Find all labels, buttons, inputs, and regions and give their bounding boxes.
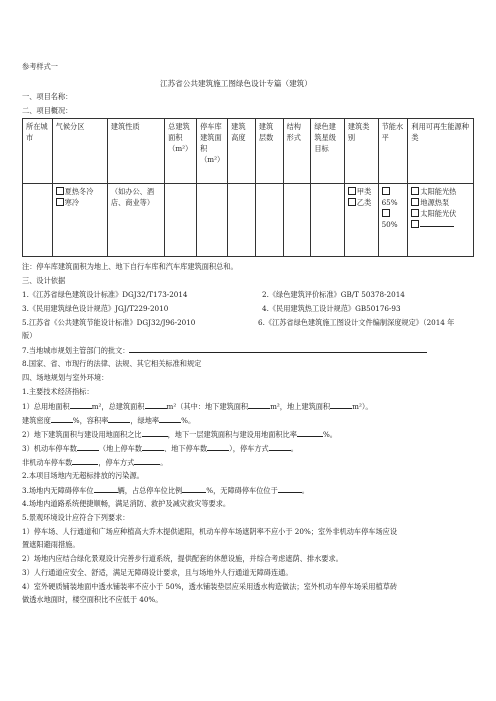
basis-item-6-cont: 版）	[22, 331, 37, 340]
page-title: 江苏省公共建筑施工图绿色设计专篇（建筑）	[160, 79, 312, 88]
indicator-line-4: 3）机动车停车数 （地上停车数 、地下停车数 ），停车方式 。	[22, 444, 298, 453]
header-category: 建筑类别	[344, 119, 378, 184]
checkbox-option[interactable]: 65%	[382, 186, 405, 208]
fill-in-line[interactable]	[94, 485, 118, 493]
checkbox-icon[interactable]	[348, 198, 356, 206]
item-4: 4.场地内道路系统便捷顺畅，满足消防、救护及减灾救灾等要求。	[22, 499, 231, 508]
fill-in-line[interactable]	[77, 443, 99, 451]
basis-item-4: 4.《民用建筑热工设计规范》GB50176-93	[262, 304, 401, 313]
section-project-overview: 二、项目概况：	[22, 106, 73, 115]
indicator-line-5: 非机动车停车数 ，停车方式 。	[22, 458, 168, 467]
fill-in-line[interactable]	[159, 415, 181, 423]
fill-in-line[interactable]	[269, 443, 291, 451]
item-5-4-cont: 做透水地面时，楼空面积比不应低于 40%。	[22, 595, 163, 604]
fill-in-line[interactable]	[70, 401, 92, 409]
item-5-4: 4）室外硬质铺装地面中透水铺装率不应小于 50%，透水铺装垫层应采用透水构造做法；室外机动车停车场采用植草砖	[22, 582, 398, 591]
checkbox-icon[interactable]	[411, 198, 419, 206]
header-structure: 结构形式	[283, 119, 311, 184]
basis-item-3: 3.《民用建筑绿色设计规范》JGJ/T229-2010	[22, 304, 169, 313]
basis-item-8: 8.国家、省、市现行的法律、法规、其它相关标准和规定	[22, 359, 202, 368]
cell-nature: （如办公、酒店、商业等）	[107, 184, 164, 257]
indicator-line-2: 建筑密度 %，容积率 ，绿地率 %。	[22, 416, 196, 425]
checkbox-icon[interactable]	[56, 187, 64, 195]
cell-floors[interactable]	[255, 184, 283, 257]
header-green-star: 绿色建筑星级目标	[311, 119, 345, 184]
indicator-line-1: 1）总用地面积 m²，总建筑面积 m²（其中：地下建筑面积 m²，地上建筑面积 m²）。	[22, 402, 373, 411]
item-5: 5.景观环境设计应符合下列要求：	[22, 513, 130, 522]
table-header-row	[23, 119, 474, 184]
checkbox-icon[interactable]	[411, 209, 419, 217]
checkbox-option[interactable]: 寒冷	[56, 197, 104, 208]
fill-in-line[interactable]	[248, 401, 270, 409]
item-5-1: 1）停车场、人行通道和广场应种植高大乔木提供遮阳，机动车停车场遮阴率不应小于 20%；室外非机动车停车场应设	[22, 527, 398, 536]
cell-parking-area[interactable]	[197, 184, 228, 257]
fill-in-line[interactable]	[182, 485, 206, 493]
cell-energy	[378, 184, 408, 257]
header-height: 建筑高度	[228, 119, 256, 184]
checkbox-option[interactable]: 地源热泵	[411, 197, 470, 208]
checkbox-icon[interactable]	[382, 187, 390, 195]
table-row	[23, 184, 474, 257]
fill-in-line[interactable]	[134, 457, 160, 465]
fill-in-line[interactable]	[207, 443, 229, 451]
checkbox-option[interactable]: 乙类	[348, 197, 375, 208]
header-city: 所在城市	[23, 119, 53, 184]
fill-in-line[interactable]	[51, 415, 73, 423]
cell-structure[interactable]	[283, 184, 311, 257]
header-floors: 建筑层数	[255, 119, 283, 184]
fill-in-line[interactable]	[108, 415, 130, 423]
fill-in-line[interactable]	[420, 219, 454, 227]
checkbox-option[interactable]: 夏热冬冷	[56, 186, 104, 197]
cell-green-star[interactable]	[311, 184, 345, 257]
checkbox-option[interactable]: 50%	[382, 208, 405, 230]
basis-item-2: 2.《绿色建筑评价标准》GB/T 50378-2014	[262, 290, 405, 299]
checkbox-icon[interactable]	[348, 187, 356, 195]
fill-in-line[interactable]	[72, 457, 98, 465]
checkbox-option[interactable]: 太阳能光伏	[411, 208, 470, 219]
cell-climate	[52, 184, 107, 257]
header-parking-area: 停车库建筑面积（m²）	[197, 119, 228, 184]
table-note: 注：停车库建筑面积为地上、地下自行车库和汽车库建筑面积总和。	[22, 262, 238, 271]
fill-in-line[interactable]	[142, 429, 168, 437]
indicator-line-3: 2）地下建筑面积与建设用地面积之比 ，地下一层建筑面积与建设用地面积比率 %。	[22, 430, 337, 439]
basis-item-7: 7.当地城市规划主管部门的批文：	[22, 345, 427, 355]
item-5-3: 3）人行通道应安全、舒适，满足无障碍设计要求，且与场地外人行通道无障碍连通。	[22, 568, 293, 577]
fill-in-line[interactable]	[129, 345, 427, 353]
project-overview-table	[22, 118, 474, 257]
fill-in-line[interactable]	[145, 401, 167, 409]
cell-renewable	[408, 184, 474, 257]
header-climate: 气候分区	[52, 119, 107, 184]
checkbox-icon[interactable]	[382, 209, 390, 217]
checkbox-icon[interactable]	[411, 187, 419, 195]
checkbox-icon[interactable]	[411, 220, 419, 228]
section-design-basis: 三、设计依据	[22, 276, 66, 285]
header-energy: 节能水平	[378, 119, 408, 184]
cell-height[interactable]	[228, 184, 256, 257]
section-project-name: 一、项目名称：	[22, 92, 73, 101]
fill-in-line[interactable]	[297, 429, 323, 437]
item-5-2: 2）场地内应结合绿化景观设计完善步行道系统，提供配套的休憩设施，并综合考虑遮荫、排水要求。	[22, 554, 343, 563]
basis-item-6: 6.《江苏省绿色建筑施工图设计文件编制深度规定》（2014 年	[258, 318, 455, 327]
item-3: 3.场地内无障碍停车位 辆，占总停车位比例 %，无障碍停车位位于 。	[22, 486, 309, 495]
sample-label: 参考样式一	[22, 62, 58, 71]
checkbox-option[interactable]: 太阳能光热	[411, 186, 470, 197]
fill-in-line[interactable]	[278, 485, 302, 493]
cell-total-area[interactable]	[165, 184, 197, 257]
fill-in-line[interactable]	[142, 443, 164, 451]
checkbox-option[interactable]: 甲类	[348, 186, 375, 197]
checkbox-option-other[interactable]	[411, 219, 470, 230]
checkbox-icon[interactable]	[56, 198, 64, 206]
basis-item-5: 5.江苏省《公共建筑节能设计标准》DGJ32/J96-2010	[22, 318, 196, 327]
indicator-heading: 1.主要技术经济指标：	[22, 387, 94, 396]
item-5-1-cont: 置遮阳避雨措施。	[22, 540, 80, 549]
header-nature: 建筑性质	[107, 119, 164, 184]
basis-item-1: 1.《江苏省绿色建筑设计标准》DGJ32/T173-2014	[22, 290, 188, 299]
header-renewable: 利用可再生能源种类	[408, 119, 474, 184]
header-total-area: 总建筑面积（m²）	[165, 119, 197, 184]
item-2: 2.本项目场地内无超标排放的污染源。	[22, 471, 144, 480]
section-site-planning: 四、场地规划与室外环境：	[22, 373, 109, 382]
fill-in-line[interactable]	[330, 401, 352, 409]
cell-city[interactable]	[23, 184, 53, 257]
cell-category	[344, 184, 378, 257]
